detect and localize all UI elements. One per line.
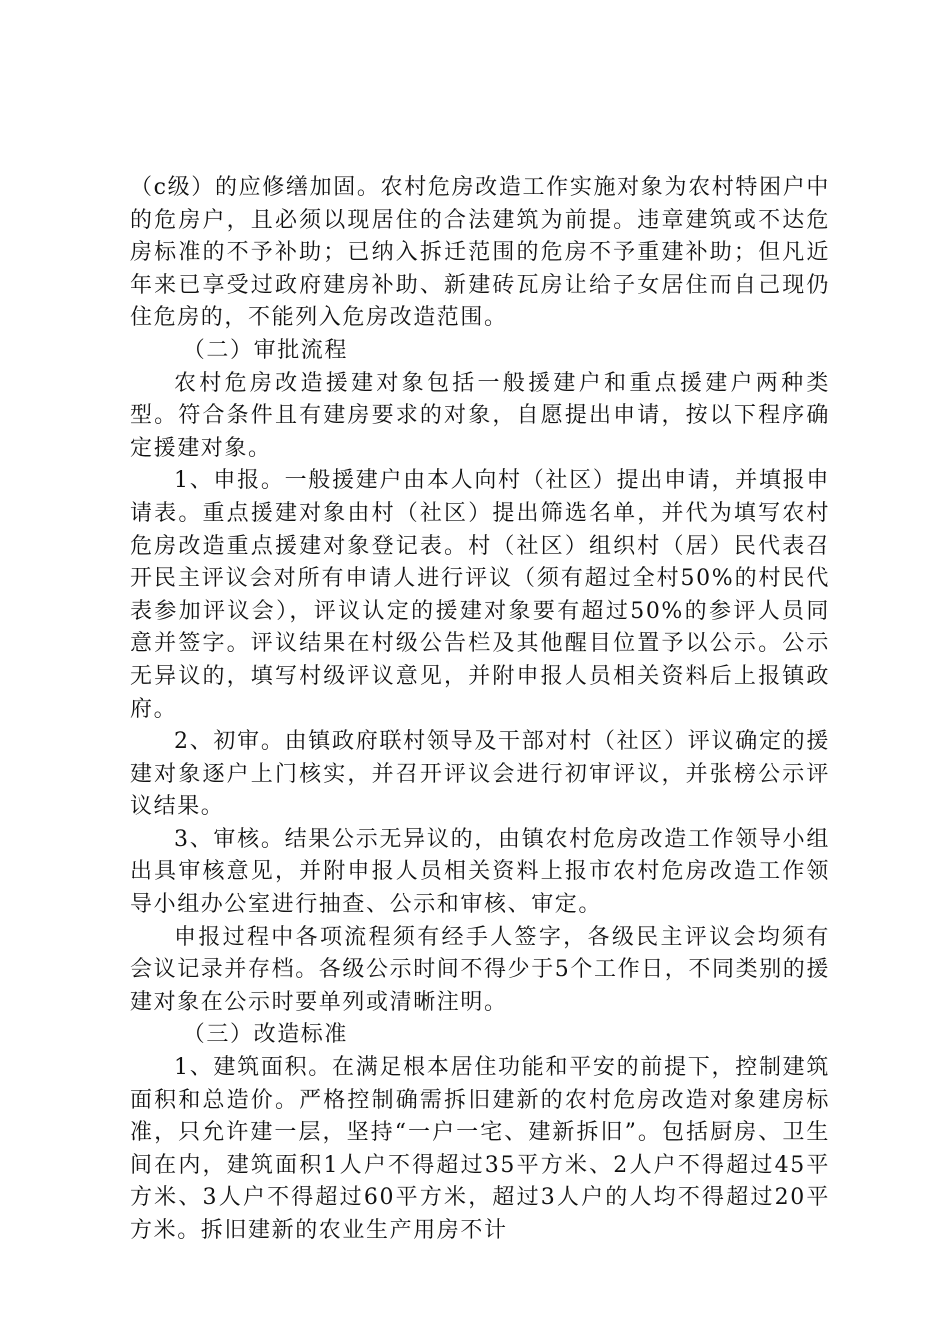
document-body xyxy=(130,172,830,1248)
paragraph-step-2-preliminary-review: 2、初审。由镇政府联村领导及干部对村（社区）评议确定的援建对象逐户上门核实，并召开评议会进行初审评议，并张榜公示评议结果。 xyxy=(130,729,830,820)
section-heading-renovation-standards: （三）改造标准 xyxy=(182,1022,348,1048)
paragraph-process-requirements: 申报过程中各项流程须有经手人签字，各级民主评议会均须有会议记录并存档。各级公示时间不得少于5个工作日，不同类别的援建对象在公示时要单列或清晰注明。 xyxy=(130,924,830,1015)
section-heading-approval-process: （二）审批流程 xyxy=(182,337,348,363)
paragraph-continuation: （c级）的应修缮加固。农村危房改造工作实施对象为农村特困户中的危房户，且必须以现居住的合法建筑为前提。违章建筑或不达危房标准的不予补助；已纳入拆迁范围的危房不予重建补助；但凡近年来已享受过政府建房补助、新建砖瓦房让给子女居住而自己现仍住危房的，不能列入危房改造范围。 xyxy=(130,175,830,331)
paragraph-step-1-application: 1、申报。一般援建户由本人向村（社区）提出申请，并填报申请表。重点援建对象由村（社区）提出筛选名单，并代为填写农村危房改造重点援建对象登记表。村（社区）组织村（居）民代表召开民主评议会对所有申请人进行评议（须有超过全村50%的村民代表参加评议会），评议认定的援建对象要有超过50%的参评人员同意并签字。评议结果在村级公告栏及其他醒目位置予以公示。公示无异议的，填写村级评议意见，并附申报人员相关资料后上报镇政府。 xyxy=(130,468,830,722)
paragraph-approval-intro: 农村危房改造援建对象包括一般援建户和重点援建户两种类型。符合条件且有建房要求的对象，自愿提出申请，按以下程序确定援建对象。 xyxy=(130,370,830,461)
paragraph-building-area: 1、建筑面积。在满足根本居住功能和平安的前提下，控制建筑面积和总造价。严格控制确需拆旧建新的农村危房改造对象建房标准，只允许建一层，坚持“一户一宅、建新拆旧”。包括厨房、卫生间在内，建筑面积1人户不得超过35平方米、2人户不得超过45平方米、3人户不得超过60平方米，超过3人户的人均不得超过20平方米。拆旧建新的农业生产用房不计 xyxy=(130,1055,830,1243)
paragraph-step-3-audit: 3、审核。结果公示无异议的，由镇农村危房改造工作领导小组出具审核意见，并附申报人员相关资料上报市农村危房改造工作领导小组办公室进行抽查、公示和审核、审定。 xyxy=(130,826,830,918)
